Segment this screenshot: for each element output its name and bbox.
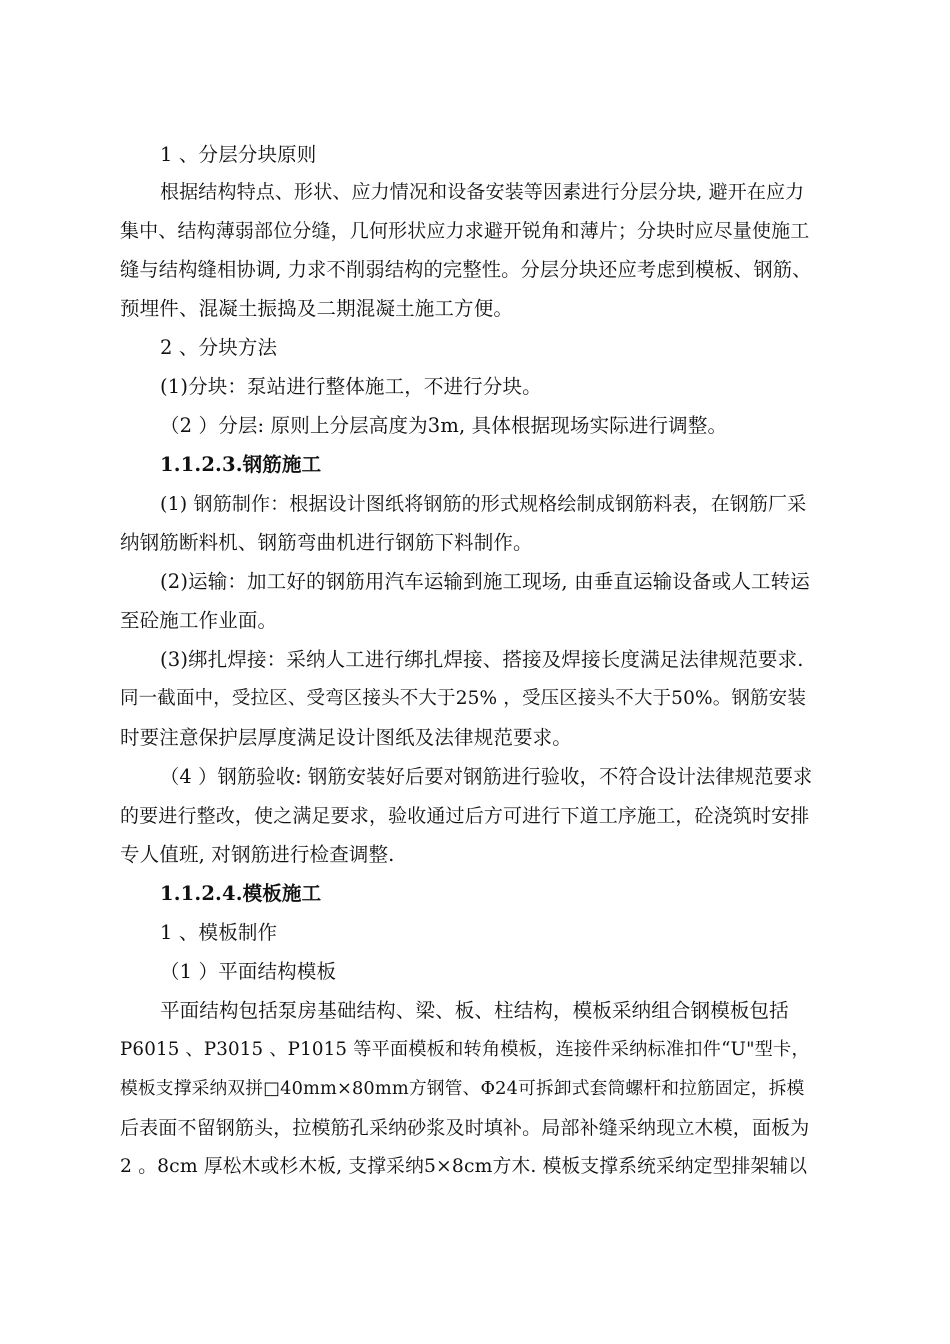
- paragraph-line: 时要注意保护层厚度满足设计图纸及法律规范要求。: [120, 726, 572, 749]
- paragraph-line: 纳钢筋断料机、钢筋弯曲机进行钢筋下料制作。: [120, 531, 533, 554]
- paragraph-line: 集中、结构薄弱部位分缝，几何形状应力求避开锐角和薄片；分块时应尽量使施工: [120, 220, 810, 242]
- section-heading-rebar: 1.1.2.3.钢筋施工: [160, 453, 322, 476]
- section-heading-formwork: 1.1.2.4.模板施工: [160, 882, 322, 905]
- paragraph-line: 2 。8cm 厚松木或杉木板, 支撑采纳5×8cm方木. 模板支撑系统采纳定型排架辅以: [120, 1156, 808, 1177]
- paragraph-line: 根据结构特点、形状、应力情况和设备安装等因素进行分层分块, 避开在应力: [160, 181, 805, 203]
- heading-block-method: 2 、分块方法: [160, 336, 278, 359]
- paragraph-line: 平面结构包括泵房基础结构、梁、板、柱结构，模板采纳组合钢模板包括: [160, 999, 789, 1022]
- paragraph-line: 后表面不留钢筋头，拉模筋孔采纳砂浆及时填补。局部补缝采纳现立木模，面板为: [120, 1117, 810, 1139]
- paragraph-line: 至砼施工作业面。: [120, 609, 278, 632]
- paragraph-line: 同一截面中，受拉区、受弯区接头不大于25% ，受压区接头不大于50%。钢筋安装: [120, 688, 806, 709]
- paragraph-line: （2 ）分层: 原则上分层高度为3m, 具体根据现场实际进行调整。: [160, 414, 728, 437]
- heading-formwork-making: 1 、模板制作: [160, 921, 278, 944]
- paragraph-line: (1)分块：泵站进行整体施工，不进行分块。: [160, 375, 542, 398]
- paragraph-line: 的要进行整改，使之满足要求，验收通过后方可进行下道工序施工，砼浇筑时安排: [120, 805, 810, 827]
- paragraph-line: (2)运输：加工好的钢筋用汽车运输到施工现场, 由垂直运输设备或人工转运: [160, 570, 810, 593]
- paragraph-line: P6015 、P3015 、P1015 等平面模板和转角模板，连接件采纳标准扣件“U"型卡，: [120, 1039, 810, 1060]
- paragraph-line: 专人值班, 对钢筋进行检查调整.: [120, 843, 395, 866]
- paragraph-line: (3)绑扎焊接：采纳人工进行绑扎焊接、搭接及焊接长度满足法律规范要求.: [160, 648, 804, 671]
- paragraph-line: （4 ）钢筋验收: 钢筋安装好后要对钢筋进行验收，不符合设计法律规范要求: [160, 765, 813, 788]
- paragraph-line: (1) 钢筋制作：根据设计图纸将钢筋的形式规格绘制成钢筋料表，在钢筋厂采: [160, 493, 807, 515]
- paragraph-line: 缝与结构缝相协调, 力求不削弱结构的完整性。分层分块还应考虑到模板、钢筋、: [120, 258, 812, 281]
- heading-plane-formwork: （1 ）平面结构模板: [160, 960, 337, 983]
- heading-layering-principle: 1 、分层分块原则: [160, 143, 317, 166]
- paragraph-line: 预埋件、混凝土振捣及二期混凝土施工方便。: [120, 297, 514, 320]
- paragraph-line: 模板支撑采纳双拼□40mm×80mm方钢管、Φ24可拆卸式套筒螺杆和拉筋固定，拆模: [120, 1079, 805, 1099]
